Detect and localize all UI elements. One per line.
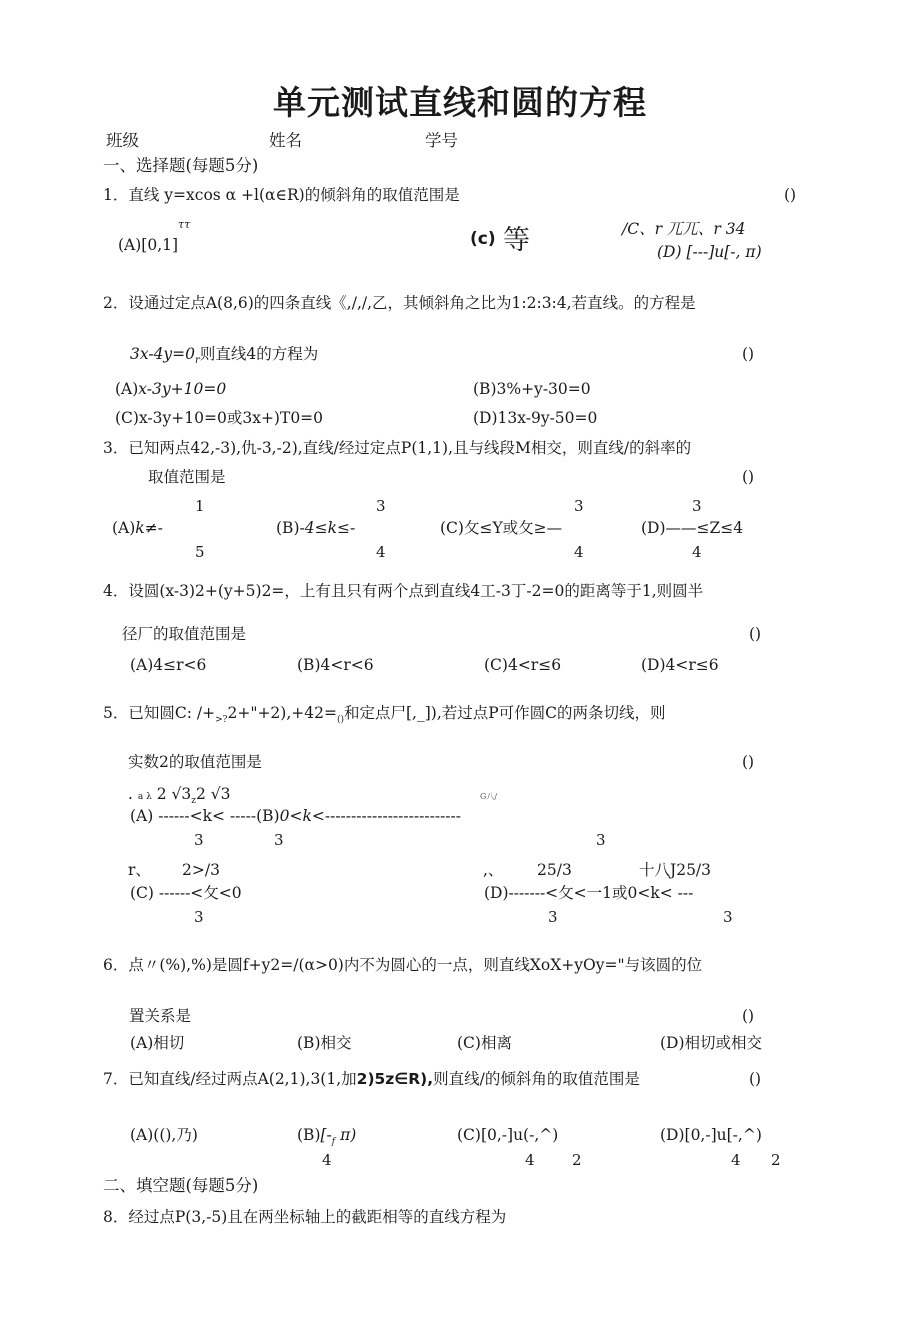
name-label: 姓名: [269, 131, 302, 150]
q5-d-top3: 十八J25/3: [639, 861, 712, 879]
q2-option-a: [115, 380, 226, 398]
q5-text-sub: >?: [215, 715, 228, 726]
q5-option-d: (D)-------<攵<一1或0<k< ---: [484, 884, 694, 902]
q7-option-b-sub: f: [331, 1137, 336, 1148]
q2-option-a-eq: x-3y+10=0: [138, 380, 227, 398]
q8-text: 8．经过点P(3,-5)且在两坐标轴上的截距相等的直线方程为: [103, 1208, 507, 1226]
q5-den-d1: 3: [548, 908, 558, 926]
q1-option-d: (D) [---]u[-, π): [657, 243, 762, 261]
q5-frag-d: z: [191, 796, 197, 807]
q5-frag-c: 2 √3: [156, 785, 192, 803]
q7-text-b: 2)5z∈R),: [356, 1070, 434, 1088]
q1-option-a: (A)[0,1]: [118, 236, 179, 254]
q5-paren: (): [742, 753, 755, 771]
q7-option-a: (A)((),乃): [130, 1126, 198, 1144]
q5-option-ab: [130, 807, 461, 825]
q3-option-b-main: -4≤k≤-: [299, 519, 356, 537]
q7-text: [103, 1070, 640, 1088]
q6-option-b: (B)相交: [297, 1034, 352, 1052]
q1-option-c-mark: (c): [470, 229, 496, 249]
q7-d-den1: 4: [731, 1151, 741, 1169]
q4-continuation: 径厂的取值范围是: [122, 625, 247, 643]
q3-option-d: (D)——≤Z≤4: [641, 519, 744, 537]
q5-den-a: 3: [194, 831, 204, 849]
q4-option-a: (A)4≤r<6: [130, 656, 207, 674]
section-1-heading: 一、选择题(每题5分): [103, 156, 259, 175]
q2-option-d: (D)13x-9y-50=0: [473, 409, 598, 427]
q3-d-denominator: 4: [692, 543, 702, 561]
q7-text-a: 7．已知直线/经过两点A(2,1),3(1,加: [103, 1070, 357, 1088]
q3-option-a-label: (A): [112, 519, 136, 537]
q3-option-a-main: k≠-: [135, 519, 163, 537]
q7-option-b-end: π): [335, 1126, 357, 1144]
q7-c-den1: 4: [525, 1151, 535, 1169]
q3-text: 3．已知两点42,-3),仇-3,-2),直线/经过定点P(1,1),且与线段M相交，则直线/的斜率的: [103, 439, 692, 457]
q5-text-mid: 2+"+2),+42=: [227, 704, 337, 722]
q5-frag-a: .: [128, 785, 138, 803]
q5-text-sub2: (): [336, 715, 344, 726]
q2-option-c: (C)x-3y+10=0或3x+)T0=0: [115, 409, 324, 427]
q5-den-b2: 3: [596, 831, 606, 849]
q3-continuation: 取值范围是: [148, 468, 226, 486]
q3-option-b: [276, 519, 355, 537]
q3-option-a: [112, 519, 163, 537]
q5-option-c: (C) ------<攵<0: [130, 884, 242, 902]
q5-d-top1: ,、: [483, 861, 504, 879]
q5-line-a: (A) ------<k< -----(B): [130, 807, 280, 825]
q5-den-d2: 3: [723, 908, 733, 926]
q7-option-b-label: (B): [297, 1126, 321, 1144]
q2-continuation: [130, 345, 318, 370]
q5-d-top2: 25/3: [537, 861, 572, 879]
q6-continuation: 置关系是: [129, 1007, 192, 1025]
q3-b-denominator: 4: [376, 543, 386, 561]
q5-text-pre: 5．已知圆C: /+: [103, 704, 216, 722]
class-label: 班级: [106, 131, 139, 150]
q3-c-denominator: 4: [574, 543, 584, 561]
student-no-label: 学号: [425, 131, 458, 150]
q2-eq-sub: r: [195, 355, 200, 367]
q7-option-d: (D)[0,-]u[-,^): [660, 1126, 762, 1144]
q4-option-d: (D)4<r≤6: [641, 656, 719, 674]
q2-eq: 3x-4y=0: [130, 345, 196, 363]
q2-option-b: (B)3%+y-30=0: [473, 380, 591, 398]
q7-c-den2: 2: [572, 1151, 582, 1169]
q4-paren: (): [749, 625, 762, 643]
q2-cont-text: 则直线4的方程为: [199, 345, 319, 363]
q5-text: [103, 704, 666, 729]
q6-option-d: (D)相切或相交: [660, 1034, 763, 1052]
q1-paren: (): [784, 186, 797, 204]
q4-text: 4．设圆(x-3)2+(y+5)2=，上有且只有两个点到直线4工-3丁-2=0的距离等于1,则圆半: [103, 582, 704, 600]
q3-paren: (): [742, 468, 755, 486]
q4-option-b: (B)4<r<6: [297, 656, 374, 674]
q6-paren: (): [742, 1007, 755, 1025]
q4-option-c: (C)4<r≤6: [484, 656, 562, 674]
q5-frag-b: a λ: [137, 792, 152, 802]
q1-option-c-line: /C、r 兀兀、r 34: [622, 220, 746, 238]
q3-c-numerator: 3: [574, 497, 584, 515]
q5-frag-e: 2 √3: [196, 785, 231, 803]
q7-option-b: [297, 1126, 356, 1151]
q1-text: 1．直线 y=xcos α +l(α∈R)的倾斜角的取值范围是: [103, 186, 460, 204]
q7-d-den2: 2: [771, 1151, 781, 1169]
q7-paren: (): [749, 1070, 762, 1088]
q2-option-a-label: (A): [115, 380, 139, 398]
q1-option-c-glyph: 等: [503, 225, 530, 256]
q6-option-a: (A)相切: [130, 1034, 185, 1052]
q7-b-denominator: 4: [322, 1151, 332, 1169]
q3-option-c: (C)攵≤Y或攵≥—: [440, 519, 563, 537]
q3-option-b-label: (B): [276, 519, 300, 537]
q3-b-numerator: 3: [376, 497, 386, 515]
q3-a-denominator: 5: [195, 543, 205, 561]
q5-text-post: 和定点尸[,_]),若过点P可作圆C的两条切线，则: [344, 704, 666, 722]
q5-line-a3: --------------------------: [324, 807, 462, 825]
page-title: 单元测试直线和圆的方程: [273, 83, 647, 122]
q5-continuation: 实数2的取值范围是: [128, 753, 262, 771]
q5-line-a2: 0<k<: [279, 807, 325, 825]
q5-tiny-mark: G八/: [480, 792, 498, 801]
q2-text: 2．设通过定点A(8,6)的四条直线《,/,/,乙，其倾斜角之比为1:2:3:4,若直线。的方程是: [103, 294, 696, 312]
q5-c-top2: 2>/3: [182, 861, 220, 879]
q1-pi: ττ: [178, 218, 191, 231]
q6-text: 6．点〃(%),%)是圆f+y2=/(α>0)内不为圆心的一点，则直线XoX+yOy="与该圆的位: [103, 956, 703, 974]
q7-option-b-main: [-: [320, 1126, 332, 1144]
q5-den-b1: 3: [274, 831, 284, 849]
q3-d-numerator: 3: [692, 497, 702, 515]
q3-a-numerator: 1: [195, 497, 205, 515]
q2-paren: (): [742, 345, 755, 363]
q5-c-top1: r、: [128, 861, 151, 879]
q7-option-c: (C)[0,-]u(-,^): [457, 1126, 559, 1144]
q5-den-c: 3: [194, 908, 204, 926]
q6-option-c: (C)相离: [457, 1034, 512, 1052]
q7-text-post: 则直线/的倾斜角的取值范围是: [433, 1070, 640, 1088]
section-2-heading: 二、填空题(每题5分): [103, 1176, 259, 1195]
